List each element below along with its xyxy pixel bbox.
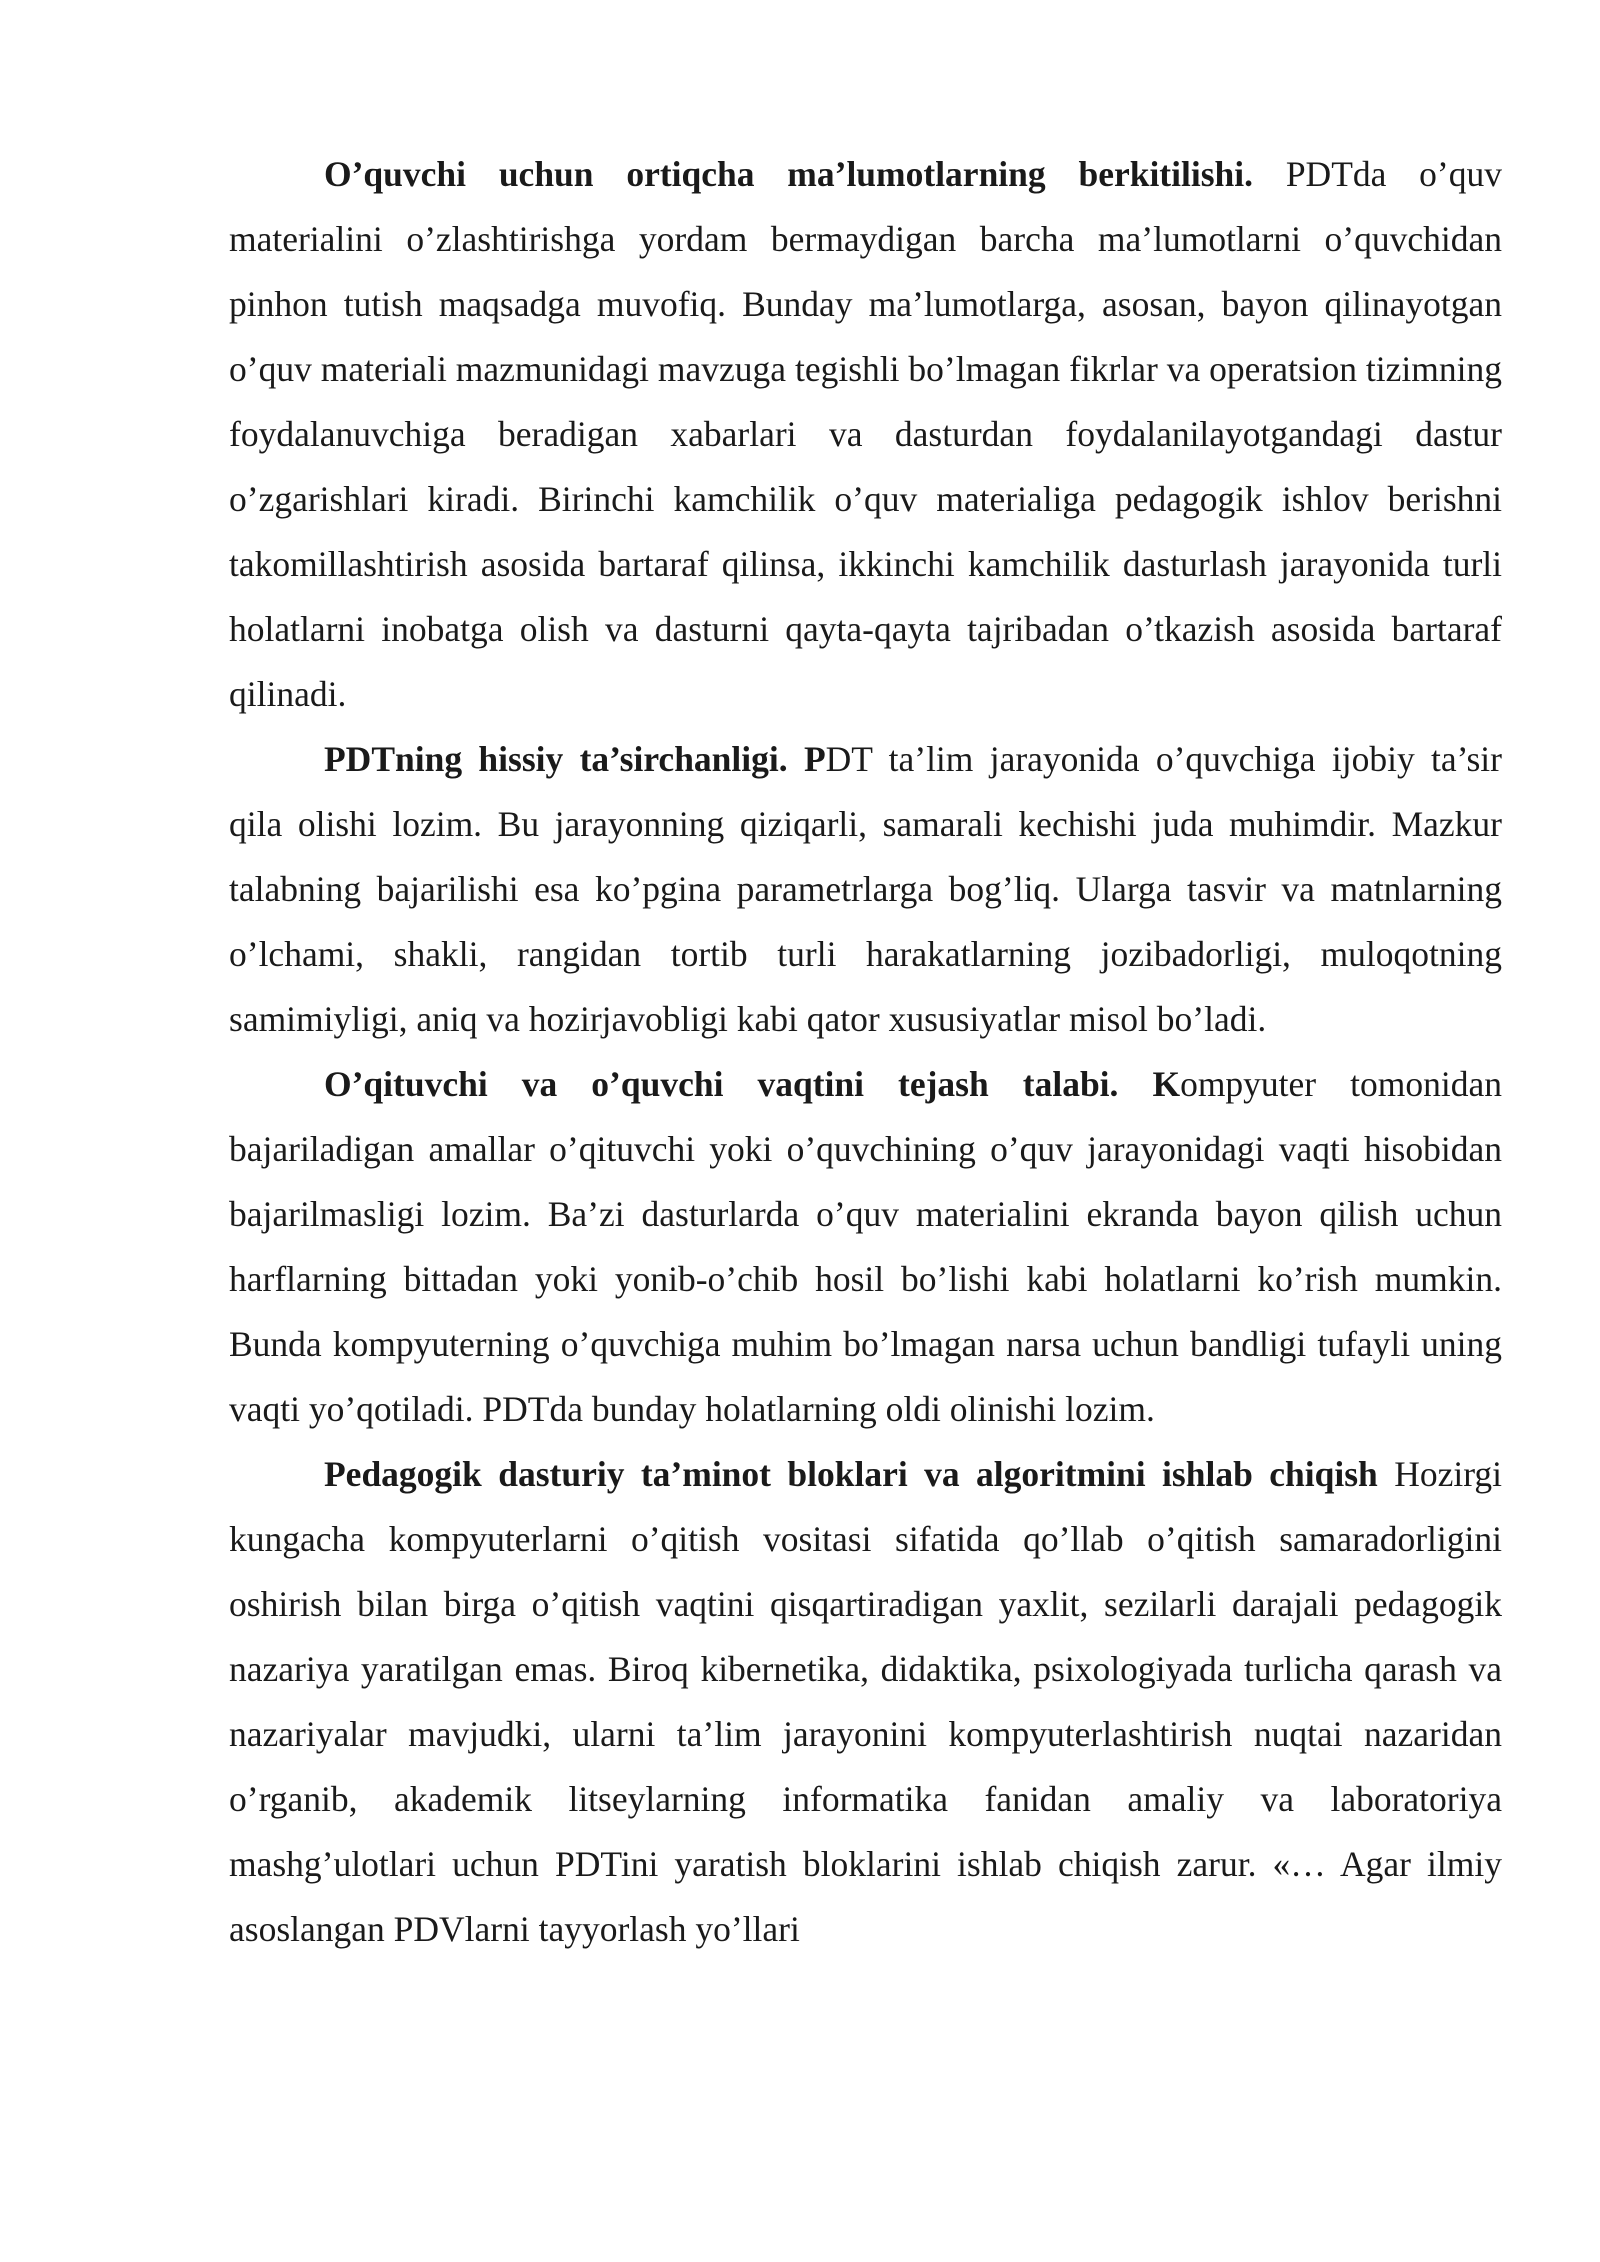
document-page	[229, 142, 1502, 1962]
paragraph-time-saving	[229, 1052, 1502, 1442]
paragraph-software-blocks	[229, 1442, 1502, 1962]
paragraph-body: ompyuter tomonidan bajariladigan amallar o’qituvchi yoki o’quvchining o’quv jarayonidagi vaqti hisobidan bajarilmasligi lozim. Ba’zi dasturlarda o’quv materialini ekranda bayon qilish uchun harflarning bittadan yoki yonib-o’chib hosil bo’lishi kabi holatlarni ko’rish mumkin. Bunda kompyuterning o’quvchiga muhim bo’lmagan narsa uchun bandligi tufayli uning vaqti yo’qotiladi. PDTda bunday holatlarning oldi olinishi lozim.	[229, 1064, 1502, 1429]
paragraph-extra-info-hiding	[229, 142, 1502, 727]
paragraph-heading: O’qituvchi va o’quvchi vaqtini tejash talabi. K	[324, 1064, 1181, 1104]
paragraph-emotional-impact	[229, 727, 1502, 1052]
paragraph-heading: PDTning hissiy ta’sirchanligi. P	[324, 739, 826, 779]
paragraph-body: DT ta’lim jarayonida o’quvchiga ijobiy ta’sir qila olishi lozim. Bu jarayonning qiziqarli, samarali kechishi juda muhimdir. Mazkur talabning bajarilishi esa ko’pgina parametrlarga bog’liq. Ularga tasvir va matnlarning o’lchami, shakli, rangidan tortib turli harakatlarning jozibadorligi, muloqotning samimiyligi, aniq va hozirjavobligi kabi qator xususiyatlar misol bo’ladi.	[229, 739, 1502, 1039]
paragraph-body: Hozirgi kungacha kompyuterlarni o’qitish vositasi sifatida qo’llab o’qitish samaradorligini oshirish bilan birga o’qitish vaqtini qisqartiradigan yaxlit, sezilarli darajali pedagogik nazariya yaratilgan emas. Biroq kibernetika, didaktika, psixologiyada turlicha qarash va nazariyalar mavjudki, ularni ta’lim jarayonini kompyuterlashtirish nuqtai nazaridan o’rganib, akademik litseylarning informatika fanidan amaliy va laboratoriya mashg’ulotlari uchun PDTini yaratish bloklarini ishlab chiqish zarur. «… Agar ilmiy asoslangan PDVlarni tayyorlash yo’llari	[229, 1454, 1502, 1949]
paragraph-heading: O’quvchi uchun ortiqcha ma’lumotlarning berkitilishi.	[324, 154, 1254, 194]
paragraph-body: PDTda o’quv materialini o’zlashtirishga yordam bermaydigan barcha ma’lumotlarni o’quvchidan pinhon tutish maqsadga muvofiq. Bunday ma’lumotlarga, asosan, bayon qilinayotgan o’quv materiali mazmunidagi mavzuga tegishli bo’lmagan fikrlar va operatsion tizimning foydalanuvchiga beradigan xabarlari va dasturdan foydalanilayotgandagi dastur o’zgarishlari kiradi. Birinchi kamchilik o’quv materialiga pedagogik ishlov berishni takomillashtirish asosida bartaraf qilinsa, ikkinchi kamchilik dasturlash jarayonida turli holatlarni inobatga olish va dasturni qayta-qayta tajribadan o’tkazish asosida bartaraf qilinadi.	[229, 154, 1502, 714]
paragraph-heading: Pedagogik dasturiy ta’minot bloklari va algoritmini ishlab chiqish	[324, 1454, 1378, 1494]
